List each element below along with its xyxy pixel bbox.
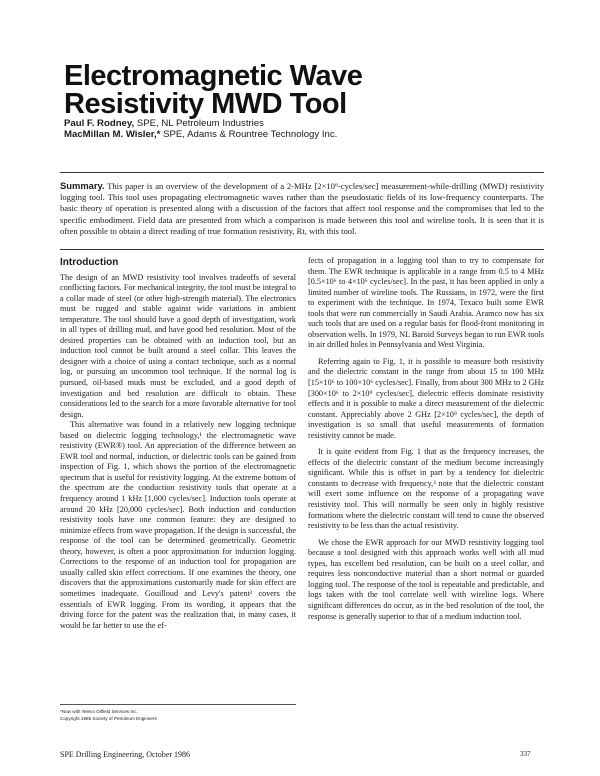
journal-footer: SPE Drilling Engineering, October 1986 xyxy=(60,750,190,759)
title-line-1: Electromagnetic Wave xyxy=(64,60,363,92)
body-paragraph: fects of propagation in a logging tool than to try to compensate for them. The EWR technique is applicable in a range from 0.5 to 4 MHz [0.5×10⁶ to 4×10⁶ cycles/sec]. In the past, it has been applied in only a limited number of wireline tools. The Russians, in 1972, were the first to experiment with the technique. In 1974, Texaco built some EWR tools that were run commercially in Saudi Arabia. Aramco now has six such tools that are used on a regular basis for flood-front monitoring in observation wells. In 1979, NL Baroid Surveys began to run EWR tools in air drilled holes in Pennsylvania and West Virginia. xyxy=(308,256,544,350)
author-name: MacMillan M. Wisler,* xyxy=(64,129,161,140)
right-column xyxy=(308,256,544,622)
footnote-copyright: Copyright 1986 Society of Petroleum Engineers xyxy=(60,716,157,721)
section-heading-introduction: Introduction xyxy=(60,257,119,268)
paper-title xyxy=(64,62,544,118)
author-affiliation: SPE, Adams & Rountree Technology Inc. xyxy=(160,129,338,140)
footnotes xyxy=(60,704,296,722)
body-paragraph: Referring again to Fig. 1, it is possible to measure both resistivity and the dielectric constant in the range from about 15 to 100 MHz [15×10⁶ to 100×10⁶ cycles/sec]. Finally, from about 300 MHz to 2 GHz [300×10⁶ to 2×10⁹ cycles/sec], dielectric effects dominate resistivity effects and it is possible to make a direct measurement of the dielectric constant. Appreciably above 2 GHz [2×10⁹ cycles/sec], the depth of investigation is so small that useful measurements of formation resistivity cannot be made. xyxy=(308,356,544,440)
author-1 xyxy=(64,118,564,129)
body-paragraph: The design of an MWD resistivity tool involves tradeoffs of several conflicting factors. For mechanical integrity, the tool must be integral to a collar made of steel (or other high-strength material). The electronics must be rugged and stable against wide variations in ambient temperature. The tool should have a good depth of investigation, work in all types of drilling mud, and have good bed resolution. Most of the desired properties can be obtained with an induction tool, but an induction tool cannot be built around a steel collar. This leaves the designer with a choice of using a contact technique, such as a normal log, or pursuing an uncommon tool technique. If the normal log is pursued, oil-based muds must be excluded, and a good depth of investigation and bed resolution are difficult to obtain. These considerations led to the search for a more favorable alternative for tool design. xyxy=(60,272,296,419)
summary-top-rule xyxy=(60,172,544,173)
body-paragraph: We chose the EWR approach for our MWD resistivity logging tool because a tool designed with this approach works well with all mud types, has excellent bed resolution, can be built on a steel collar, and requires less nonconductive material than a short normal or guarded logging tool. The response of the tool is repeatable and predictable, and logs taken with the tool correlate well with wireline logs. Where significant differences do occur, as in the bed resolution of the tool, the response is generally superior to that of a medium induction tool. xyxy=(308,537,544,621)
left-column xyxy=(60,258,296,631)
author-2 xyxy=(64,129,564,140)
page-number: 337 xyxy=(520,750,531,758)
title-line-2: Resistivity MWD Tool xyxy=(64,88,347,120)
author-affiliation: SPE, NL Petroleum Industries xyxy=(134,118,264,129)
body-paragraph: It is quite evident from Fig. 1 that as the frequency increases, the effects of the dielectric constant of the medium become increasingly significant. While this is offset in part by a tendency for dielectric constants to decrease with frequency,³ note that the dielectric constant will exert some influence on the response of a propagating wave resistivity tool. This will normally be seen only in highly resistive formations where the dielectric constant will tend to cause the observed resistivity to be less than the actual resistivity. xyxy=(308,447,544,531)
summary-text: This paper is an overview of the development of a 2-MHz [2×10⁶-cycles/sec] measurement-while-drilling (MWD) resistivity logging tool. This tool uses propagating electromagnetic waves rather than the pseudostatic fields of its low-frequency counterparts. The basic theory of operation is presented along with a discussion of the factors that affect tool response and the compromises that led to the specific embodiment. Field data are presented from which a comparison is made between this tool and wireline tools. It is seen that it is often possible to obtain a direct reading of true formation resistivity, Rt, with this tool. xyxy=(60,181,544,236)
summary-bottom-rule xyxy=(60,249,544,250)
body-paragraph: This alternative was found in a relatively new logging technique based on dielectric logging technology,¹ the electromagnetic wave resistivity (EWR®) tool. An appreciation of the difference between an EWR tool and normal, induction, or dielectric tools can be gained from inspection of Fig. 1, which shows the portion of the electromagnetic spectrum that is useful for resistivity logging. At the extreme bottom of the spectrum are the conduction resistivity tools that operate at a frequency around 1 kHz [1,000 cycles/sec]. Induction tools operate at around 20 kHz [20,000 cycles/sec]. Both induction and conduction resistivity tools have one common feature: they are designed to minimize effects from wave propagation. If the design is successful, the response of the tool can be determined geometrically. Geometric theory, however, is often a poor approximation for induction logging. Corrections to the response of an induction tool for propagation are usually called skin effect corrections. If one examines the theory, one discovers that the approximations customarily made for skin effect are sometimes inadequate. Gouilloud and Levy's patent² covers the essentials of EWR logging. From its wording, it appears that the driving force for the patent was the realization that, in many cases, it would be far better to use the ef- xyxy=(60,420,296,630)
author-name: Paul F. Rodney, xyxy=(64,118,135,129)
footnote-affiliation: *Now with Teleco Oilfield Services Inc. xyxy=(60,709,138,714)
author-list xyxy=(64,118,564,140)
summary-lead: Summary. xyxy=(60,180,105,191)
summary-block xyxy=(60,180,544,237)
